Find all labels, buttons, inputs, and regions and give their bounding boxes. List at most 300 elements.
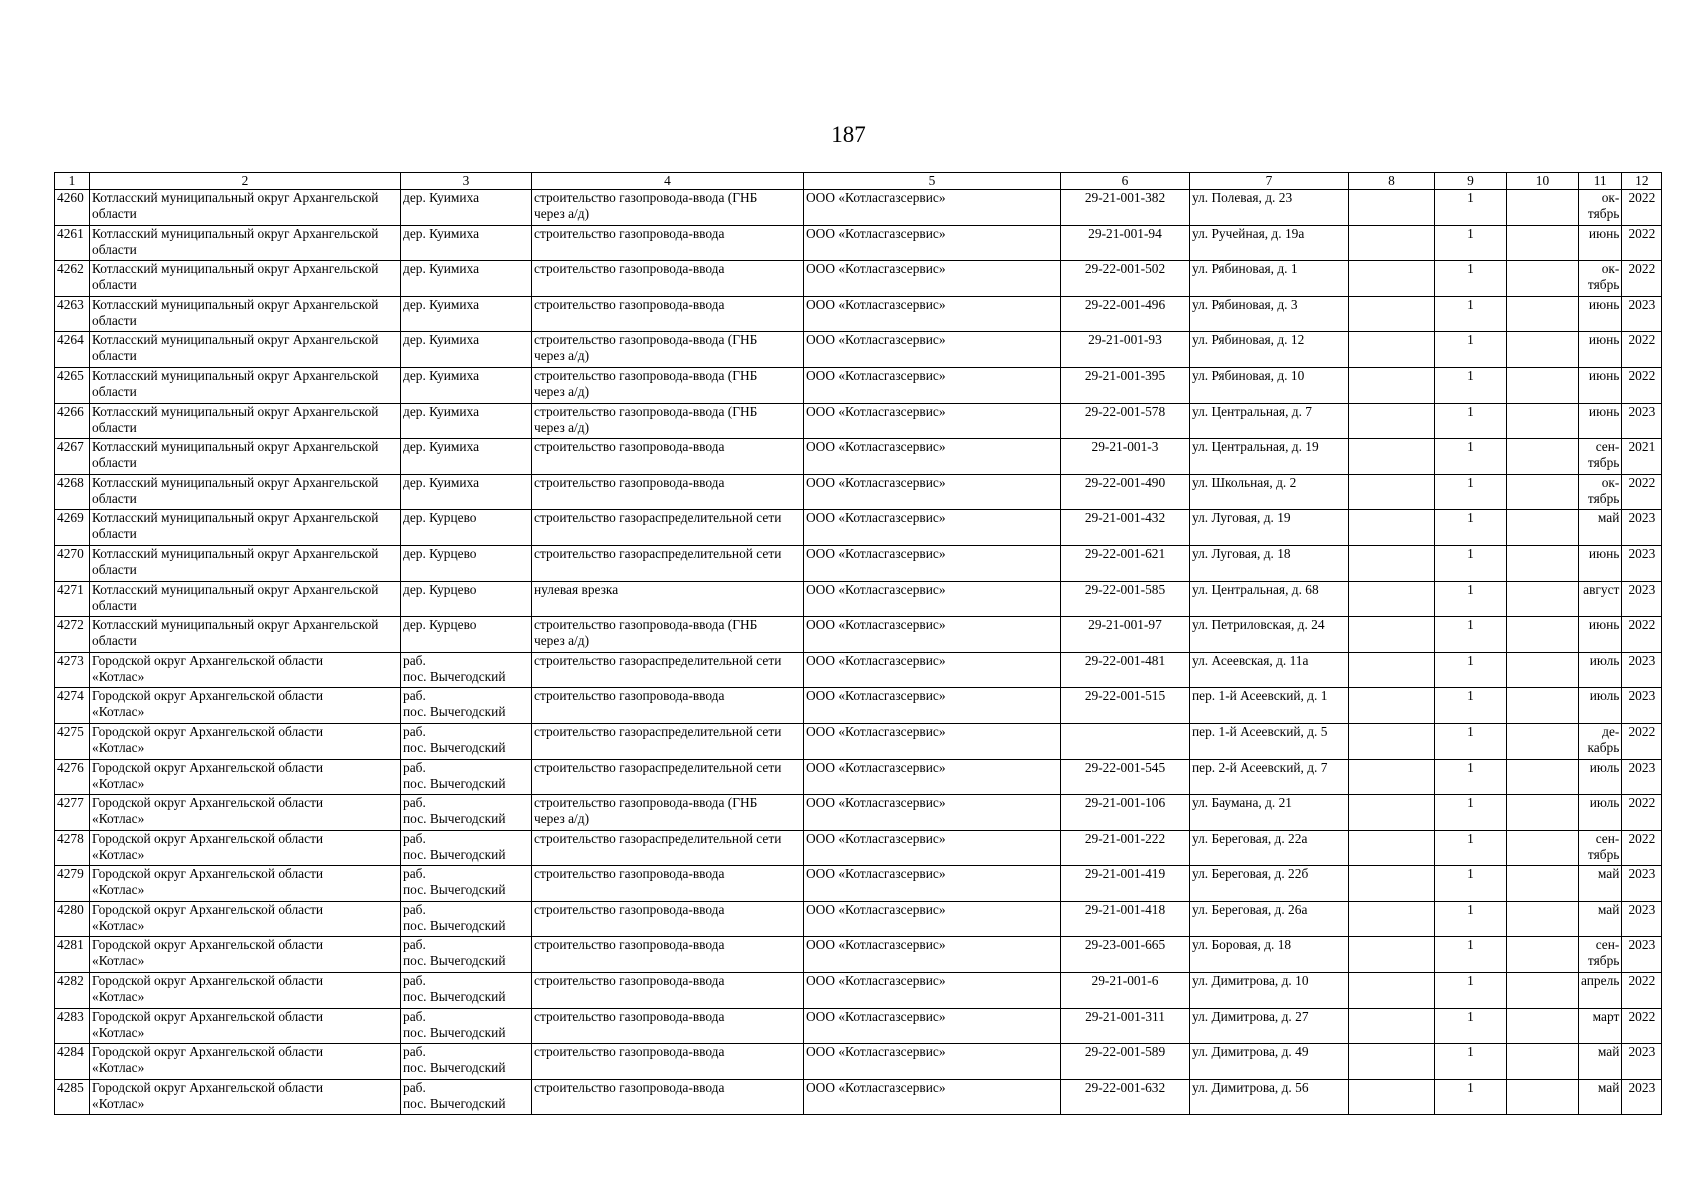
address-cell: ул. Рябиновая, д. 12 xyxy=(1190,332,1349,368)
column-10-cell xyxy=(1507,866,1579,902)
table-row xyxy=(55,973,1662,1009)
municipality-cell xyxy=(90,296,401,332)
column-10-cell xyxy=(1507,225,1579,261)
address-cell: ул. Димитрова, д. 56 xyxy=(1190,1079,1349,1115)
quantity-cell: 1 xyxy=(1435,901,1507,937)
municipality-cell-line: Котласский муниципальный округ Архангельской xyxy=(92,510,379,526)
settlement-cell-line: дер. Куимиха xyxy=(403,261,480,277)
column-8-cell xyxy=(1349,1044,1435,1080)
month-line: июнь xyxy=(1588,367,1620,383)
year-cell: 2022 xyxy=(1622,261,1662,297)
settlement-cell xyxy=(401,474,532,510)
work-type-cell-line: строительство газопровода-ввода xyxy=(534,261,725,277)
column-10-cell xyxy=(1507,439,1579,475)
month-line: июнь xyxy=(1588,403,1620,419)
month-cell xyxy=(1579,973,1622,1009)
column-8-cell xyxy=(1349,367,1435,403)
row-number: 4274 xyxy=(55,688,90,724)
settlement-cell-line: пос. Вычегодский xyxy=(403,953,506,969)
settlement-cell-line: раб. xyxy=(403,1079,426,1095)
work-type-cell-line: строительство газопровода-ввода xyxy=(534,296,725,312)
column-10-cell xyxy=(1507,510,1579,546)
column-8-cell xyxy=(1349,474,1435,510)
settlement-cell-line: пос. Вычегодский xyxy=(403,668,506,684)
settlement-cell-line: дер. Куимиха xyxy=(403,403,480,419)
settlement-cell xyxy=(401,439,532,475)
address-cell: ул. Луговая, д. 18 xyxy=(1190,545,1349,581)
municipality-cell-line: Котласский муниципальный округ Архангельской xyxy=(92,367,379,383)
column-10-cell xyxy=(1507,296,1579,332)
municipality-cell xyxy=(90,652,401,688)
settlement-cell-line: пос. Вычегодский xyxy=(403,1024,506,1040)
work-type-cell-line: нулевая врезка xyxy=(534,581,619,597)
table-row xyxy=(55,652,1662,688)
month-line: июль xyxy=(1589,759,1620,775)
quantity-cell: 1 xyxy=(1435,973,1507,1009)
year-cell: 2023 xyxy=(1622,296,1662,332)
table-row xyxy=(55,439,1662,475)
table-row xyxy=(55,332,1662,368)
work-type-cell xyxy=(532,581,804,617)
municipality-cell xyxy=(90,723,401,759)
table-row xyxy=(55,1008,1662,1044)
row-number: 4282 xyxy=(55,973,90,1009)
municipality-cell xyxy=(90,937,401,973)
row-number: 4264 xyxy=(55,332,90,368)
work-type-cell-line: строительство газораспределительной сети xyxy=(534,510,782,526)
column-10-cell xyxy=(1507,367,1579,403)
month-cell xyxy=(1579,1079,1622,1115)
settlement-cell xyxy=(401,617,532,653)
municipality-cell xyxy=(90,439,401,475)
column-header: 5 xyxy=(804,173,1061,190)
work-type-cell xyxy=(532,190,804,226)
month-line: де- xyxy=(1602,723,1620,739)
quantity-cell: 1 xyxy=(1435,403,1507,439)
municipality-cell-line: Котласский муниципальный округ Архангельской xyxy=(92,332,379,348)
year-cell: 2023 xyxy=(1622,510,1662,546)
month-cell xyxy=(1579,190,1622,226)
column-10-cell xyxy=(1507,795,1579,831)
address-cell: ул. Рябиновая, д. 3 xyxy=(1190,296,1349,332)
register-table xyxy=(54,172,1662,1115)
municipality-cell-line: Котласский муниципальный округ Архангельской xyxy=(92,545,379,561)
month-cell xyxy=(1579,225,1622,261)
row-number: 4262 xyxy=(55,261,90,297)
municipality-cell-line: «Котлас» xyxy=(92,846,145,862)
row-number: 4271 xyxy=(55,581,90,617)
quantity-cell: 1 xyxy=(1435,1079,1507,1115)
column-10-cell xyxy=(1507,937,1579,973)
month-line: май xyxy=(1597,510,1620,526)
row-number: 4260 xyxy=(55,190,90,226)
month-line: апрель xyxy=(1581,973,1620,989)
quantity-cell: 1 xyxy=(1435,1044,1507,1080)
work-type-cell-line: строительство газопровода-ввода xyxy=(534,1079,725,1095)
table-row xyxy=(55,830,1662,866)
column-10-cell xyxy=(1507,901,1579,937)
municipality-cell xyxy=(90,830,401,866)
year-cell: 2023 xyxy=(1622,403,1662,439)
month-cell xyxy=(1579,901,1622,937)
municipality-cell-line: «Котлас» xyxy=(92,775,145,791)
municipality-cell-line: области xyxy=(92,277,137,293)
work-type-cell xyxy=(532,367,804,403)
organization-cell: ООО «Котласгазсервис» xyxy=(804,296,1061,332)
municipality-cell-line: Городской округ Архангельской области xyxy=(92,652,324,668)
municipality-cell-line: области xyxy=(92,597,137,613)
work-type-cell xyxy=(532,474,804,510)
table-row xyxy=(55,296,1662,332)
column-8-cell xyxy=(1349,261,1435,297)
column-header: 7 xyxy=(1190,173,1349,190)
work-type-cell xyxy=(532,866,804,902)
column-8-cell xyxy=(1349,652,1435,688)
organization-cell: ООО «Котласгазсервис» xyxy=(804,795,1061,831)
organization-cell: ООО «Котласгазсервис» xyxy=(804,973,1061,1009)
row-number: 4276 xyxy=(55,759,90,795)
column-header: 8 xyxy=(1349,173,1435,190)
year-cell: 2022 xyxy=(1622,474,1662,510)
object-code-cell: 29-22-001-496 xyxy=(1061,296,1190,332)
month-cell xyxy=(1579,617,1622,653)
work-type-cell xyxy=(532,688,804,724)
municipality-cell-line: Городской округ Архангельской области xyxy=(92,866,324,882)
month-line: тябрь xyxy=(1587,277,1620,293)
address-cell: ул. Центральная, д. 7 xyxy=(1190,403,1349,439)
header-row xyxy=(55,173,1662,190)
work-type-cell-line: строительство газопровода-ввода xyxy=(534,973,725,989)
address-cell: ул. Баумана, д. 21 xyxy=(1190,795,1349,831)
row-number: 4266 xyxy=(55,403,90,439)
year-cell: 2022 xyxy=(1622,190,1662,226)
municipality-cell-line: области xyxy=(92,633,137,649)
column-8-cell xyxy=(1349,190,1435,226)
month-cell xyxy=(1579,403,1622,439)
table-row xyxy=(55,723,1662,759)
municipality-cell xyxy=(90,617,401,653)
month-cell xyxy=(1579,296,1622,332)
work-type-cell-line: строительство газопровода-ввода (ГНБ xyxy=(534,617,758,633)
year-cell: 2022 xyxy=(1622,617,1662,653)
column-header: 3 xyxy=(401,173,532,190)
table-row xyxy=(55,225,1662,261)
organization-cell: ООО «Котласгазсервис» xyxy=(804,652,1061,688)
object-code-cell: 29-22-001-515 xyxy=(1061,688,1190,724)
municipality-cell-line: «Котлас» xyxy=(92,1095,145,1111)
table-row xyxy=(55,1044,1662,1080)
month-cell xyxy=(1579,261,1622,297)
row-number: 4283 xyxy=(55,1008,90,1044)
quantity-cell: 1 xyxy=(1435,688,1507,724)
object-code-cell: 29-21-001-432 xyxy=(1061,510,1190,546)
row-number: 4280 xyxy=(55,901,90,937)
municipality-cell xyxy=(90,1044,401,1080)
table-row xyxy=(55,688,1662,724)
organization-cell: ООО «Котласгазсервис» xyxy=(804,403,1061,439)
organization-cell: ООО «Котласгазсервис» xyxy=(804,688,1061,724)
column-header: 12 xyxy=(1622,173,1662,190)
work-type-cell xyxy=(532,795,804,831)
year-cell: 2023 xyxy=(1622,937,1662,973)
object-code-cell: 29-21-001-419 xyxy=(1061,866,1190,902)
quantity-cell: 1 xyxy=(1435,1008,1507,1044)
settlement-cell xyxy=(401,403,532,439)
settlement-cell-line: дер. Курцево xyxy=(403,545,477,561)
month-line: март xyxy=(1592,1008,1620,1024)
row-number: 4277 xyxy=(55,795,90,831)
organization-cell: ООО «Котласгазсервис» xyxy=(804,617,1061,653)
settlement-cell-line: раб. xyxy=(403,937,426,953)
municipality-cell-line: области xyxy=(92,455,137,471)
column-8-cell xyxy=(1349,296,1435,332)
municipality-cell xyxy=(90,795,401,831)
column-10-cell xyxy=(1507,545,1579,581)
month-line: июль xyxy=(1589,652,1620,668)
address-cell: ул. Асеевская, д. 11а xyxy=(1190,652,1349,688)
municipality-cell-line: Городской округ Архангельской области xyxy=(92,937,324,953)
month-line: тябрь xyxy=(1587,953,1620,969)
settlement-cell xyxy=(401,830,532,866)
year-cell: 2022 xyxy=(1622,225,1662,261)
column-8-cell xyxy=(1349,545,1435,581)
municipality-cell xyxy=(90,403,401,439)
settlement-cell-line: раб. xyxy=(403,723,426,739)
month-cell xyxy=(1579,545,1622,581)
settlement-cell xyxy=(401,723,532,759)
organization-cell: ООО «Котласгазсервис» xyxy=(804,901,1061,937)
column-8-cell xyxy=(1349,795,1435,831)
work-type-cell-line: строительство газораспределительной сети xyxy=(534,652,782,668)
column-10-cell xyxy=(1507,652,1579,688)
column-8-cell xyxy=(1349,830,1435,866)
column-10-cell xyxy=(1507,759,1579,795)
column-10-cell xyxy=(1507,1044,1579,1080)
settlement-cell-line: раб. xyxy=(403,688,426,704)
settlement-cell xyxy=(401,652,532,688)
quantity-cell: 1 xyxy=(1435,510,1507,546)
address-cell: ул. Полевая, д. 23 xyxy=(1190,190,1349,226)
organization-cell: ООО «Котласгазсервис» xyxy=(804,937,1061,973)
municipality-cell xyxy=(90,190,401,226)
month-line: тябрь xyxy=(1587,206,1620,221)
quantity-cell: 1 xyxy=(1435,830,1507,866)
work-type-cell xyxy=(532,973,804,1009)
object-code-cell: 29-21-001-3 xyxy=(1061,439,1190,475)
settlement-cell-line: раб. xyxy=(403,759,426,775)
quantity-cell: 1 xyxy=(1435,190,1507,226)
address-cell: ул. Школьная, д. 2 xyxy=(1190,474,1349,510)
object-code-cell: 29-22-001-481 xyxy=(1061,652,1190,688)
municipality-cell-line: Котласский муниципальный округ Архангельской xyxy=(92,225,379,241)
column-8-cell xyxy=(1349,688,1435,724)
address-cell: ул. Береговая, д. 22а xyxy=(1190,830,1349,866)
municipality-cell-line: области xyxy=(92,241,137,257)
column-header: 4 xyxy=(532,173,804,190)
column-header: 9 xyxy=(1435,173,1507,190)
settlement-cell-line: раб. xyxy=(403,866,426,882)
address-cell: ул. Центральная, д. 19 xyxy=(1190,439,1349,475)
address-cell: ул. Рябиновая, д. 10 xyxy=(1190,367,1349,403)
object-code-cell: 29-21-001-418 xyxy=(1061,901,1190,937)
row-number: 4267 xyxy=(55,439,90,475)
work-type-cell-line: строительство газораспределительной сети xyxy=(534,830,782,846)
object-code-cell: 29-21-001-97 xyxy=(1061,617,1190,653)
column-10-cell xyxy=(1507,617,1579,653)
object-code-cell: 29-23-001-665 xyxy=(1061,937,1190,973)
month-cell xyxy=(1579,866,1622,902)
year-cell: 2023 xyxy=(1622,545,1662,581)
address-cell: ул. Димитрова, д. 49 xyxy=(1190,1044,1349,1080)
work-type-cell-line: строительство газопровода-ввода (ГНБ xyxy=(534,367,758,383)
row-number: 4278 xyxy=(55,830,90,866)
month-line: июль xyxy=(1589,688,1620,704)
object-code-cell: 29-21-001-93 xyxy=(1061,332,1190,368)
work-type-cell-line: строительство газопровода-ввода xyxy=(534,225,725,241)
month-line: ок- xyxy=(1601,190,1620,205)
municipality-cell-line: области xyxy=(92,348,137,364)
column-8-cell xyxy=(1349,1008,1435,1044)
column-8-cell xyxy=(1349,403,1435,439)
municipality-cell-line: Городской округ Архангельской области xyxy=(92,1008,324,1024)
object-code-cell: 29-21-001-106 xyxy=(1061,795,1190,831)
settlement-cell xyxy=(401,581,532,617)
month-line: июнь xyxy=(1588,545,1620,561)
work-type-cell xyxy=(532,296,804,332)
work-type-cell-line: строительство газопровода-ввода (ГНБ xyxy=(534,332,758,348)
municipality-cell-line: Котласский муниципальный округ Архангельской xyxy=(92,261,379,277)
object-code-cell: 29-22-001-578 xyxy=(1061,403,1190,439)
quantity-cell: 1 xyxy=(1435,545,1507,581)
settlement-cell-line: дер. Куимиха xyxy=(403,225,480,241)
year-cell: 2023 xyxy=(1622,1079,1662,1115)
table-row xyxy=(55,795,1662,831)
column-10-cell xyxy=(1507,474,1579,510)
work-type-cell xyxy=(532,723,804,759)
table-row xyxy=(55,866,1662,902)
organization-cell: ООО «Котласгазсервис» xyxy=(804,759,1061,795)
municipality-cell-line: Городской округ Архангельской области xyxy=(92,830,324,846)
settlement-cell-line: дер. Курцево xyxy=(403,581,477,597)
work-type-cell-line: строительство газопровода-ввода xyxy=(534,439,725,455)
column-10-cell xyxy=(1507,190,1579,226)
column-8-cell xyxy=(1349,723,1435,759)
municipality-cell-line: области xyxy=(92,383,137,399)
work-type-cell-line: строительство газопровода-ввода xyxy=(534,688,725,704)
settlement-cell xyxy=(401,367,532,403)
month-cell xyxy=(1579,937,1622,973)
month-cell xyxy=(1579,723,1622,759)
address-cell: ул. Луговая, д. 19 xyxy=(1190,510,1349,546)
organization-cell: ООО «Котласгазсервис» xyxy=(804,332,1061,368)
work-type-cell-line: строительство газопровода-ввода xyxy=(534,866,725,882)
municipality-cell xyxy=(90,866,401,902)
column-8-cell xyxy=(1349,225,1435,261)
settlement-cell xyxy=(401,510,532,546)
work-type-cell xyxy=(532,439,804,475)
month-line: июнь xyxy=(1588,617,1620,633)
month-cell xyxy=(1579,439,1622,475)
object-code-cell: 29-22-001-632 xyxy=(1061,1079,1190,1115)
municipality-cell xyxy=(90,225,401,261)
quantity-cell: 1 xyxy=(1435,937,1507,973)
work-type-cell xyxy=(532,937,804,973)
address-cell: ул. Димитрова, д. 27 xyxy=(1190,1008,1349,1044)
month-cell xyxy=(1579,830,1622,866)
column-8-cell xyxy=(1349,510,1435,546)
year-cell: 2022 xyxy=(1622,795,1662,831)
month-line: июль xyxy=(1589,795,1620,811)
municipality-cell xyxy=(90,688,401,724)
table-row xyxy=(55,581,1662,617)
settlement-cell-line: раб. xyxy=(403,830,426,846)
municipality-cell-line: области xyxy=(92,206,137,221)
work-type-cell-line: через а/д) xyxy=(534,348,590,364)
municipality-cell-line: «Котлас» xyxy=(92,739,145,755)
settlement-cell xyxy=(401,973,532,1009)
object-code-cell: 29-21-001-6 xyxy=(1061,973,1190,1009)
settlement-cell xyxy=(401,332,532,368)
settlement-cell-line: дер. Куимиха xyxy=(403,190,480,205)
organization-cell: ООО «Котласгазсервис» xyxy=(804,190,1061,226)
row-number: 4269 xyxy=(55,510,90,546)
quantity-cell: 1 xyxy=(1435,759,1507,795)
month-cell xyxy=(1579,1044,1622,1080)
column-10-cell xyxy=(1507,1079,1579,1115)
object-code-cell: 29-22-001-621 xyxy=(1061,545,1190,581)
object-code-cell: 29-22-001-502 xyxy=(1061,261,1190,297)
column-8-cell xyxy=(1349,901,1435,937)
municipality-cell-line: Котласский муниципальный округ Архангельской xyxy=(92,474,379,490)
municipality-cell xyxy=(90,510,401,546)
quantity-cell: 1 xyxy=(1435,439,1507,475)
column-10-cell xyxy=(1507,403,1579,439)
work-type-cell-line: строительство газораспределительной сети xyxy=(534,545,782,561)
table-row xyxy=(55,901,1662,937)
settlement-cell-line: дер. Куимиха xyxy=(403,332,480,348)
month-cell xyxy=(1579,759,1622,795)
organization-cell: ООО «Котласгазсервис» xyxy=(804,866,1061,902)
municipality-cell xyxy=(90,1008,401,1044)
settlement-cell xyxy=(401,759,532,795)
settlement-cell-line: пос. Вычегодский xyxy=(403,882,506,898)
month-cell xyxy=(1579,581,1622,617)
municipality-cell-line: области xyxy=(92,312,137,328)
municipality-cell-line: «Котлас» xyxy=(92,917,145,933)
municipality-cell-line: «Котлас» xyxy=(92,882,145,898)
municipality-cell xyxy=(90,901,401,937)
column-8-cell xyxy=(1349,617,1435,653)
quantity-cell: 1 xyxy=(1435,795,1507,831)
table-row xyxy=(55,545,1662,581)
column-8-cell xyxy=(1349,1079,1435,1115)
column-10-cell xyxy=(1507,1008,1579,1044)
quantity-cell: 1 xyxy=(1435,332,1507,368)
month-line: сен- xyxy=(1595,830,1620,846)
quantity-cell: 1 xyxy=(1435,474,1507,510)
month-line: тябрь xyxy=(1587,455,1620,471)
work-type-cell-line: через а/д) xyxy=(534,633,590,649)
organization-cell: ООО «Котласгазсервис» xyxy=(804,225,1061,261)
quantity-cell: 1 xyxy=(1435,261,1507,297)
work-type-cell-line: строительство газопровода-ввода (ГНБ xyxy=(534,403,758,419)
quantity-cell: 1 xyxy=(1435,652,1507,688)
work-type-cell xyxy=(532,261,804,297)
quantity-cell: 1 xyxy=(1435,225,1507,261)
quantity-cell: 1 xyxy=(1435,581,1507,617)
month-cell xyxy=(1579,1008,1622,1044)
row-number: 4268 xyxy=(55,474,90,510)
